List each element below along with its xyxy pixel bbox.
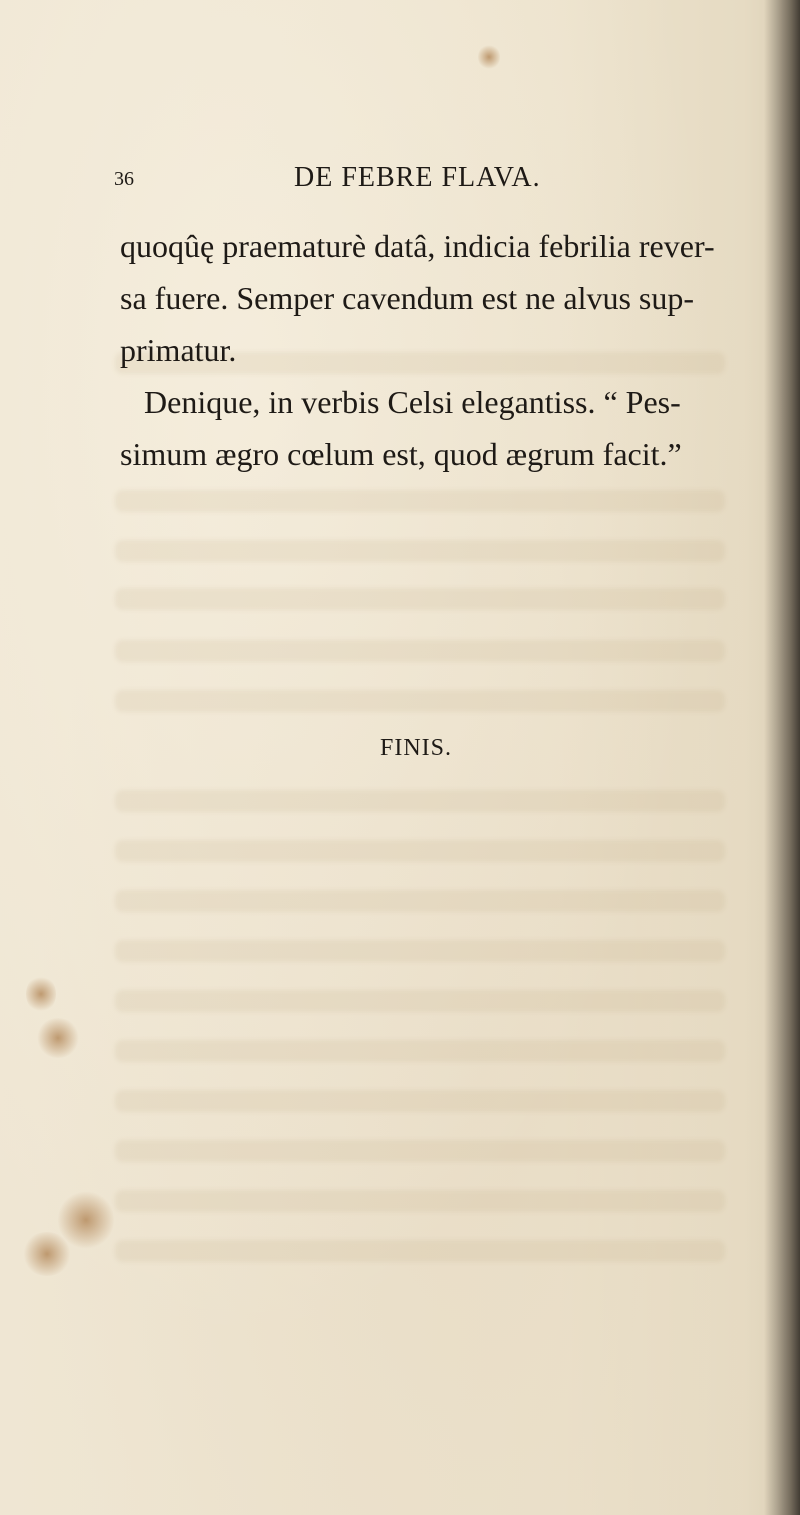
show-through-line: [115, 540, 725, 562]
paragraph: [120, 376, 740, 480]
foxing-stain: [478, 44, 500, 70]
show-through-line: [115, 1190, 725, 1212]
text-line: Denique, in verbis Celsi elegantiss. “ Pes-: [144, 384, 681, 420]
show-through-line: [115, 890, 725, 912]
text-line: simum ægro cœlum est, quod ægrum facit.”: [120, 436, 682, 472]
finis-heading: FINIS.: [380, 735, 453, 761]
show-through-line: [115, 640, 725, 662]
show-through-line: [115, 990, 725, 1012]
running-title: DE FEBRE FLAVA.: [294, 162, 541, 193]
text-line: primatur.: [120, 332, 237, 368]
body-text: [120, 220, 740, 480]
page-edge-shadow: [764, 0, 800, 1515]
show-through-line: [115, 588, 725, 610]
show-through-line: [115, 1090, 725, 1112]
show-through-line: [115, 690, 725, 712]
show-through-line: [115, 1140, 725, 1162]
running-header: [114, 162, 724, 202]
show-through-line: [115, 490, 725, 512]
show-through-line: [115, 1240, 725, 1262]
paragraph: [120, 220, 740, 376]
page-number: 36: [114, 168, 134, 190]
text-line: sa fuere. Semper cavendum est ne alvus sup-: [120, 280, 695, 316]
foxing-stain: [36, 1018, 80, 1058]
show-through-line: [115, 940, 725, 962]
show-through-line: [115, 840, 725, 862]
show-through-line: [115, 1040, 725, 1062]
text-line: quoqûę praematurè datâ, indicia febrilia rever-: [120, 228, 715, 264]
foxing-stain: [26, 975, 56, 1013]
show-through-line: [115, 790, 725, 812]
foxing-stain: [22, 1232, 72, 1276]
